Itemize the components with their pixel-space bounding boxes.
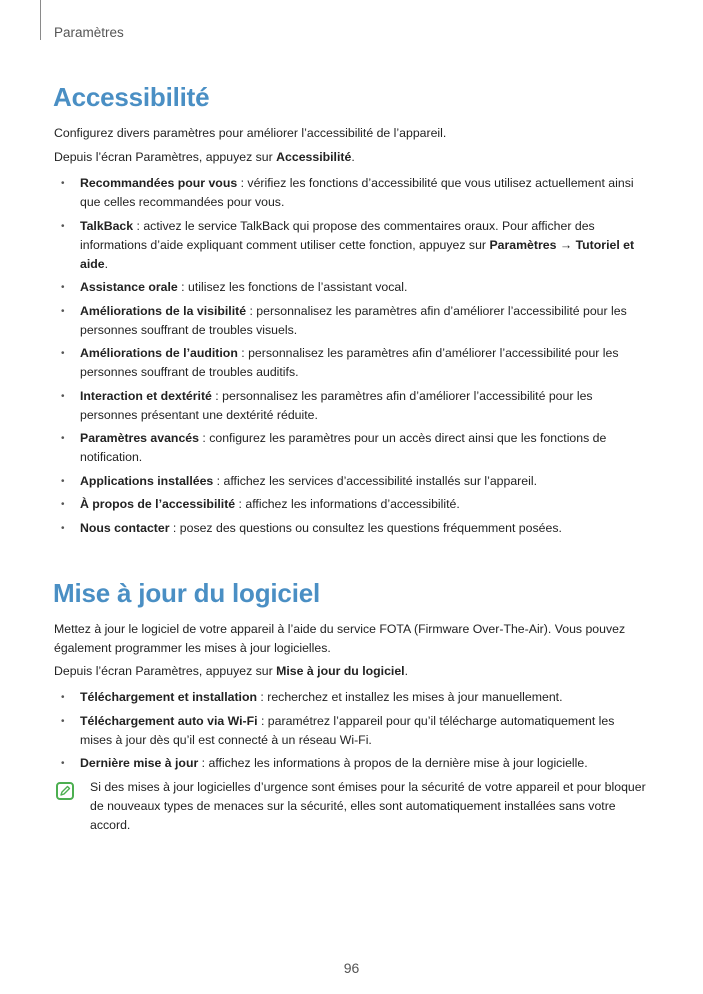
item-description: : personnalisez les paramètres afin d’améliorer l’accessibilité pour les personnes souffrant de troubles auditifs. <box>80 346 619 379</box>
path-suffix: . <box>404 664 409 678</box>
list-item <box>54 429 647 467</box>
item-term: Téléchargement auto via Wi-Fi <box>80 713 258 728</box>
pencil-icon <box>59 785 71 797</box>
list-item <box>54 344 647 382</box>
item-description: : utilisez les fonctions de l’assistant vocal. <box>177 280 408 294</box>
accessibility-title: Accessibilité <box>53 82 210 112</box>
item-description: : affichez les informations à propos de la dernière mise à jour logicielle. <box>198 756 588 770</box>
item-description: . <box>104 256 109 271</box>
accessibility-path <box>54 148 647 167</box>
page-number: 96 <box>343 960 360 976</box>
item-term: À propos de l’accessibilité <box>80 497 236 511</box>
item-term: Interaction et dextérité <box>80 388 212 403</box>
path-suffix: . <box>351 150 355 164</box>
item-description: : recherchez et installez les mises à jour manuellement. <box>256 690 563 704</box>
list-item <box>54 495 647 514</box>
path-bold: Accessibilité <box>276 150 352 164</box>
item-term: Recommandées pour vous <box>80 176 238 190</box>
item-description: : affichez les services d’accessibilité installés sur l’appareil. <box>213 473 537 488</box>
list-item <box>54 754 647 773</box>
item-term: TalkBack <box>80 218 134 233</box>
item-term: Nous contacter <box>80 520 170 535</box>
item-description: : personnalisez les paramètres afin d’améliorer l’accessibilité pour les personnes présentant une dextérité réduite. <box>80 388 593 422</box>
item-term: Téléchargement et installation <box>80 690 257 704</box>
software-update-title: Mise à jour du logiciel <box>53 578 321 608</box>
list-item <box>54 712 647 750</box>
list-item <box>54 472 647 491</box>
section-header: Paramètres <box>54 25 124 40</box>
item-description: : vérifiez les fonctions d’accessibilité que vous utilisez actuellement ainsi que celles recommandées pour vous. <box>80 176 634 209</box>
list-item <box>54 519 647 538</box>
item-term: Assistance orale <box>80 280 178 294</box>
path-prefix: Depuis l’écran Paramètres, appuyez sur <box>54 664 277 678</box>
item-term: Améliorations de la visibilité <box>80 303 247 318</box>
software-update-list <box>54 688 647 778</box>
item-term: Améliorations de l’audition <box>80 346 238 360</box>
accessibility-intro: Configurez divers paramètres pour améliorer l’accessibilité de l’appareil. <box>54 126 447 140</box>
note-text: Si des mises à jour logicielles d’urgence sont émises pour la sécurité de votre appareil et pour bloquer de nouveaux types de menaces sur la sécurité, elles sont automatiquement installées sans votre accord. <box>90 780 646 832</box>
software-update-intro: Mettez à jour le logiciel de votre appareil à l’aide du service FOTA (Firmware Over-The-Air). Vous pouvez également programmer les mises à jour logicielles. <box>54 622 626 655</box>
item-description: : paramétrez l’appareil pour qu’il télécharge automatiquement les mises à jour dès qu’il est connecté à un réseau Wi-Fi. <box>80 713 615 747</box>
header-divider <box>40 0 41 40</box>
item-description: : activez le service TalkBack qui propose des commentaires oraux. Pour afficher des informations d’aide expliquant comment utiliser cette fonction, appuyez sur <box>80 218 595 252</box>
path-prefix: Depuis l’écran Paramètres, appuyez sur <box>54 150 277 164</box>
item-description: : personnalisez les paramètres afin d’améliorer l’accessibilité pour les personnes souffrant de troubles visuels. <box>80 303 627 337</box>
item-description: : affichez les informations d’accessibilité. <box>235 497 460 511</box>
list-item <box>54 174 647 212</box>
list-item <box>54 688 647 707</box>
list-item <box>54 387 647 425</box>
list-item <box>54 302 647 340</box>
item-description: : configurez les paramètres pour un accès direct ainsi que les fonctions de notification. <box>80 431 607 464</box>
item-term: Dernière mise à jour <box>80 756 199 770</box>
item-term: Applications installées <box>80 473 214 488</box>
note-icon <box>56 782 74 800</box>
path-bold: Mise à jour du logiciel <box>276 664 405 678</box>
item-description: : posez des questions ou consultez les questions fréquemment posées. <box>169 520 562 535</box>
item-term: Paramètres avancés <box>80 431 199 445</box>
accessibility-list <box>54 174 647 542</box>
list-item <box>54 217 647 274</box>
software-update-path <box>54 662 647 681</box>
item-term: Paramètres → Tutoriel et aide <box>80 237 635 271</box>
list-item <box>54 278 647 297</box>
